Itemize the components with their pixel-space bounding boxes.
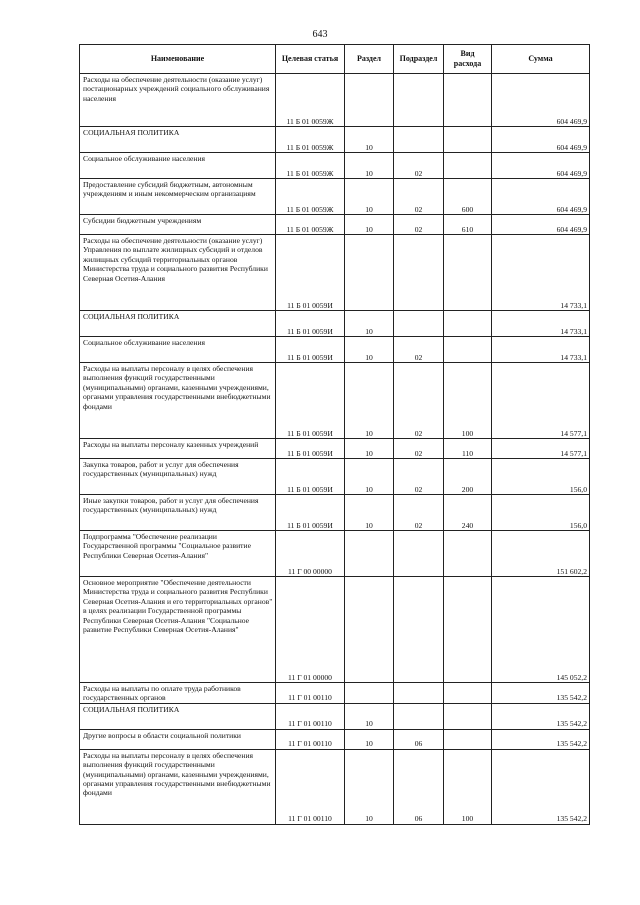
table-cell-name: Субсидии бюджетным учреждениям (80, 215, 276, 235)
table-cell-section: 10 (345, 153, 394, 179)
table-cell-name: Расходы на выплаты персоналу в целях обеспечения выполнения функций государственными (муниципальными) органами, казенными учреждениями, органами управления государственными внебюджетными фондами (80, 363, 276, 439)
table-cell-amount: 14 577,1 (492, 363, 590, 439)
table-cell-amount: 14 733,1 (492, 337, 590, 363)
table-cell-name: Другие вопросы в области социальной политики (80, 729, 276, 749)
table-cell-subsection: 02 (394, 363, 444, 439)
table-cell-subsection: 02 (394, 153, 444, 179)
table-row (80, 577, 590, 683)
table-cell-section (345, 235, 394, 311)
table-cell-subsection: 02 (394, 459, 444, 495)
table-cell-section: 10 (345, 439, 394, 459)
table-cell-subsection (394, 577, 444, 683)
table-cell-amount: 145 052,2 (492, 577, 590, 683)
table-cell-expense-type (444, 127, 492, 153)
table-row (80, 439, 590, 459)
table-cell-target: 11 Б 01 0059И (276, 311, 345, 337)
table-cell-amount: 604 469,9 (492, 74, 590, 127)
table-cell-expense-type: 100 (444, 363, 492, 439)
table-cell-target: 11 Б 01 0059И (276, 337, 345, 363)
table-cell-name: Основное мероприятие "Обеспечение деятельности Министерства труда и социального развития Республики Северная Осетия-Алания и его территориальных органов" в целях реализации Государственной программы Республики Северная Осетия-Алания "Социальное развитие Республики Северная Осетия-Алания" (80, 577, 276, 683)
table-cell-target: 11 Б 01 0059Ж (276, 153, 345, 179)
header-name: Наименование (80, 45, 276, 74)
table-cell-amount: 135 542,2 (492, 683, 590, 704)
table-cell-section: 10 (345, 311, 394, 337)
table-cell-target: 11 Б 01 0059И (276, 495, 345, 531)
table-cell-target: 11 Б 01 0059Ж (276, 127, 345, 153)
table-cell-expense-type: 200 (444, 459, 492, 495)
table-cell-target: 11 Б 01 0059Ж (276, 215, 345, 235)
table-cell-target: 11 Б 01 0059И (276, 363, 345, 439)
table-cell-name: СОЦИАЛЬНАЯ ПОЛИТИКА (80, 311, 276, 337)
table-cell-section: 10 (345, 729, 394, 749)
table-cell-section: 10 (345, 363, 394, 439)
page-number: 643 (312, 29, 328, 40)
table-cell-target: 11 Б 01 0059Ж (276, 179, 345, 215)
table-cell-expense-type (444, 531, 492, 577)
table-row (80, 235, 590, 311)
table-row (80, 363, 590, 439)
table-cell-name: Расходы на обеспечение деятельности (оказание услуг) Управления по выплате жилищных субсидий и отделов жилищных субсидий территориальных органов Министерства труда и социального развития Республики Северная Осетия-Алания (80, 235, 276, 311)
header-target: Целевая статья (276, 45, 345, 74)
table-cell-name: Расходы на выплаты персоналу казенных учреждений (80, 439, 276, 459)
table-cell-amount: 135 542,2 (492, 729, 590, 749)
table-cell-target: 11 Г 01 00110 (276, 729, 345, 749)
table-cell-expense-type: 610 (444, 215, 492, 235)
table-cell-amount: 14 733,1 (492, 235, 590, 311)
table-row (80, 337, 590, 363)
table-cell-subsection: 02 (394, 495, 444, 531)
table-row (80, 179, 590, 215)
table-cell-amount: 14 577,1 (492, 439, 590, 459)
table-cell-expense-type (444, 74, 492, 127)
table-cell-name: Расходы на обеспечение деятельности (оказание услуг) постационарных учреждений социального обслуживания населения (80, 74, 276, 127)
table-cell-amount: 14 733,1 (492, 311, 590, 337)
table-cell-expense-type: 600 (444, 179, 492, 215)
table-cell-section: 10 (345, 703, 394, 729)
table-cell-section: 10 (345, 495, 394, 531)
header-expense-type: Вид расхода (444, 45, 492, 74)
table-cell-subsection: 06 (394, 729, 444, 749)
table-cell-section (345, 683, 394, 704)
budget-table (79, 44, 590, 825)
table-cell-amount: 135 542,2 (492, 703, 590, 729)
table-cell-section: 10 (345, 215, 394, 235)
table-cell-name: Социальное обслуживание населения (80, 153, 276, 179)
table-cell-target: 11 Г 01 00110 (276, 749, 345, 824)
table-row (80, 749, 590, 824)
table-cell-name: Закупка товаров, работ и услуг для обеспечения государственных (муниципальных) нужд (80, 459, 276, 495)
table-cell-expense-type (444, 577, 492, 683)
table-cell-target: 11 Б 01 0059И (276, 439, 345, 459)
table-cell-expense-type (444, 153, 492, 179)
table-cell-name: Предоставление субсидий бюджетным, автономным учреждениям и иным некоммерческим организациям (80, 179, 276, 215)
table-header-row (80, 45, 590, 74)
table-row (80, 127, 590, 153)
table-cell-target: 11 Г 00 00000 (276, 531, 345, 577)
table-cell-subsection (394, 683, 444, 704)
table-cell-expense-type (444, 703, 492, 729)
table-row (80, 683, 590, 704)
table-cell-target: 11 Б 01 0059И (276, 459, 345, 495)
table-cell-subsection (394, 311, 444, 337)
table-cell-subsection: 02 (394, 439, 444, 459)
table-row (80, 729, 590, 749)
table-row (80, 215, 590, 235)
table-cell-subsection (394, 703, 444, 729)
table-cell-name: Расходы на выплаты по оплате труда работников государственных органов (80, 683, 276, 704)
table-cell-name: СОЦИАЛЬНАЯ ПОЛИТИКА (80, 127, 276, 153)
table-cell-name: Подпрограмма "Обеспечение реализации Государственной программы "Социальное развитие Республики Северная Осетия-Алания" (80, 531, 276, 577)
table-cell-expense-type (444, 337, 492, 363)
table-cell-section (345, 531, 394, 577)
table-cell-subsection: 02 (394, 215, 444, 235)
table-row (80, 495, 590, 531)
table-row (80, 703, 590, 729)
table-cell-subsection (394, 74, 444, 127)
table-cell-section: 10 (345, 749, 394, 824)
table-cell-amount: 135 542,2 (492, 749, 590, 824)
table-cell-target: 11 Г 01 00110 (276, 683, 345, 704)
table-cell-name: Социальное обслуживание населения (80, 337, 276, 363)
table-cell-name: СОЦИАЛЬНАЯ ПОЛИТИКА (80, 703, 276, 729)
table-cell-expense-type (444, 311, 492, 337)
table-row (80, 311, 590, 337)
table-cell-subsection: 02 (394, 179, 444, 215)
table-cell-section: 10 (345, 459, 394, 495)
table-cell-amount: 604 469,9 (492, 215, 590, 235)
table-cell-target: 11 Б 01 0059И (276, 235, 345, 311)
table-cell-name: Расходы на выплаты персоналу в целях обеспечения выполнения функций государственными (муниципальными) органами, казенными учреждениями, органами управления государственными внебюджетными фондами (80, 749, 276, 824)
table-cell-target: 11 Г 01 00110 (276, 703, 345, 729)
table-cell-subsection (394, 127, 444, 153)
table-cell-section (345, 577, 394, 683)
header-subsection: Подраздел (394, 45, 444, 74)
table-cell-subsection (394, 235, 444, 311)
table-cell-section: 10 (345, 127, 394, 153)
table-cell-expense-type: 240 (444, 495, 492, 531)
table-cell-name: Иные закупки товаров, работ и услуг для обеспечения государственных (муниципальных) нужд (80, 495, 276, 531)
table-cell-amount: 604 469,9 (492, 153, 590, 179)
table-row (80, 459, 590, 495)
table-cell-amount: 151 602,2 (492, 531, 590, 577)
table-cell-subsection (394, 531, 444, 577)
table-cell-section: 10 (345, 337, 394, 363)
table-cell-subsection: 06 (394, 749, 444, 824)
table-cell-expense-type: 100 (444, 749, 492, 824)
table-cell-section (345, 74, 394, 127)
header-section: Раздел (345, 45, 394, 74)
table-cell-target: 11 Б 01 0059Ж (276, 74, 345, 127)
table-row (80, 531, 590, 577)
table-row (80, 74, 590, 127)
table-cell-amount: 156,0 (492, 459, 590, 495)
table-cell-expense-type: 110 (444, 439, 492, 459)
header-amount: Сумма (492, 45, 590, 74)
table-cell-amount: 604 469,9 (492, 127, 590, 153)
table-cell-expense-type (444, 729, 492, 749)
table-cell-subsection: 02 (394, 337, 444, 363)
table-cell-section: 10 (345, 179, 394, 215)
table-row (80, 153, 590, 179)
table-cell-amount: 156,0 (492, 495, 590, 531)
table-cell-target: 11 Г 01 00000 (276, 577, 345, 683)
table-cell-expense-type (444, 235, 492, 311)
table-cell-expense-type (444, 683, 492, 704)
table-cell-amount: 604 469,9 (492, 179, 590, 215)
